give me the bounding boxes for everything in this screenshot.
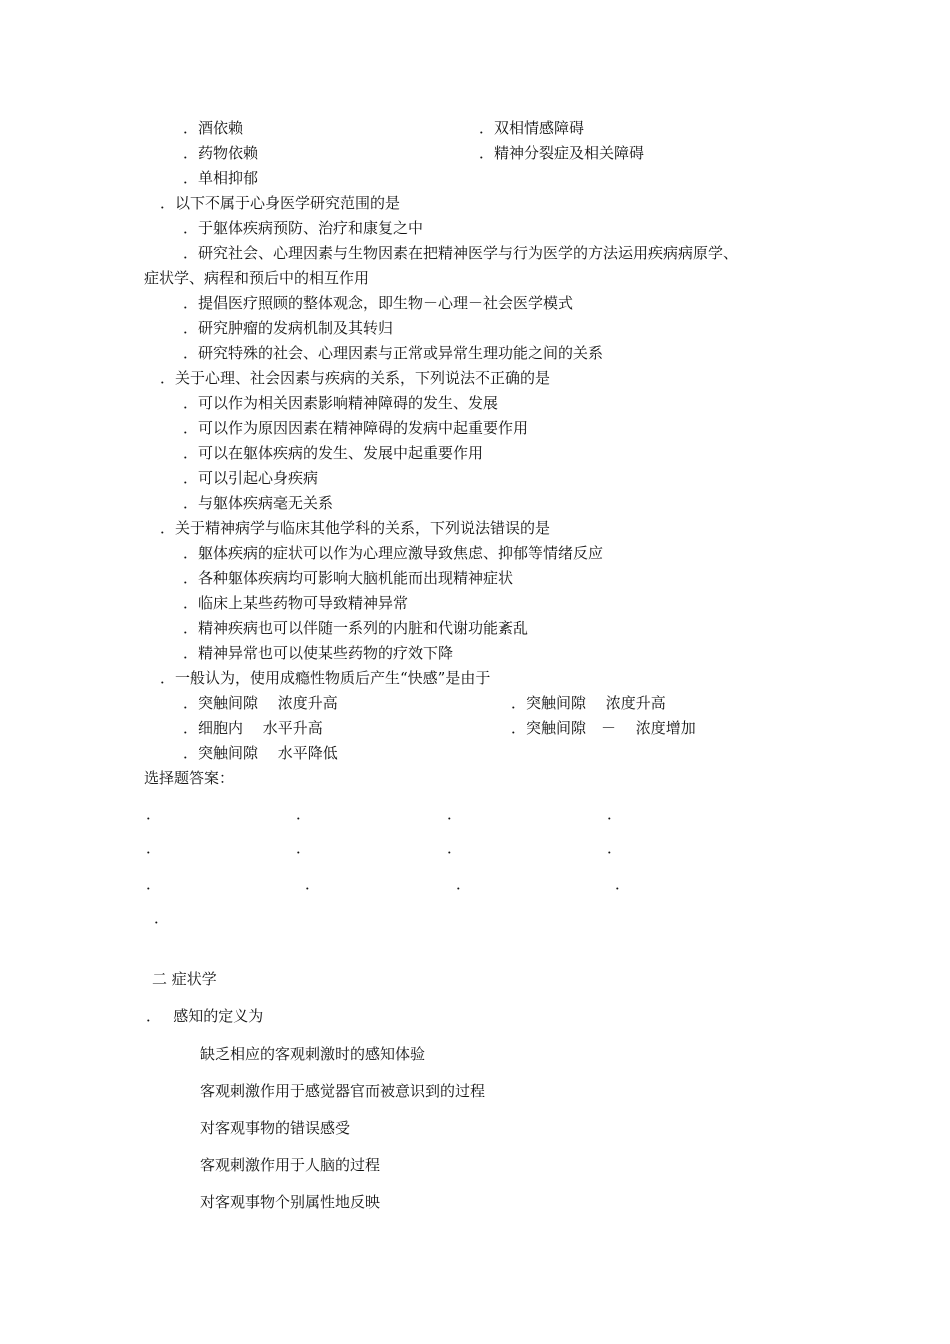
option-text: ．各种躯体疾病均可影响大脑机能而出现精神症状 [183, 569, 514, 587]
answer-dot: ． [146, 875, 162, 893]
option-text: ．研究肿瘤的发病机制及其转归 [183, 319, 394, 337]
option-text-continued: 症状学、病程和预后中的相互作用 [144, 269, 370, 287]
question-stem: ．一般认为，使用成瘾性物质后产生“快感”是由于 [160, 669, 491, 687]
option-text: ．精神疾病也可以伴随一系列的内脏和代谢功能紊乱 [183, 619, 529, 637]
answer-dot: ． [447, 839, 463, 857]
answer-dot: ． [296, 805, 312, 823]
answer-dot: ． [146, 839, 162, 857]
option-text: ．与躯体疾病毫无关系 [183, 494, 334, 512]
option-text: ．双相情感障碍 [479, 119, 585, 137]
section-heading: 二 症状学 [152, 970, 217, 988]
question-stem: ． 感知的定义为 [146, 1007, 264, 1025]
option-text: ．研究社会、心理因素与生物因素在把精神医学与行为医学的方法运用疾病病原学、 [183, 244, 739, 262]
option-text: 对客观事物个别属性地反映 [200, 1193, 381, 1211]
answer-dot: ． [305, 875, 321, 893]
answer-dot: ． [447, 805, 463, 823]
question-stem: ．关于精神病学与临床其他学科的关系，下列说法错误的是 [160, 519, 551, 537]
option-text: 对客观事物的错误感受 [200, 1119, 351, 1137]
question-stem: ．关于心理、社会因素与疾病的关系，下列说法不正确的是 [160, 369, 551, 387]
option-text: ．突触间隙 浓度升高 [511, 694, 666, 712]
answer-dot: ． [607, 839, 623, 857]
question-stem: ．以下不属于心身医学研究范围的是 [160, 194, 401, 212]
option-text: ．可以引起心身疾病 [183, 469, 319, 487]
option-text: ．可以作为原因因素在精神障碍的发病中起重要作用 [183, 419, 529, 437]
option-text: ．研究特殊的社会、心理因素与正常或异常生理功能之间的关系 [183, 344, 604, 362]
answers-heading: 选择题答案： [144, 769, 235, 787]
answer-dot: ． [296, 839, 312, 857]
option-text: 客观刺激作用于感觉器官而被意识到的过程 [200, 1082, 486, 1100]
option-text: ．突触间隙 水平降低 [183, 744, 338, 762]
answer-dot: ． [154, 909, 170, 927]
option-text: ．可以在躯体疾病的发生、发展中起重要作用 [183, 444, 484, 462]
option-text: ．可以作为相关因素影响精神障碍的发生、发展 [183, 394, 499, 412]
option-text: ．精神分裂症及相关障碍 [479, 144, 645, 162]
option-text: ．提倡医疗照顾的整体观念，即生物－心理－社会医学模式 [183, 294, 574, 312]
option-text: ．酒依赖 [183, 119, 244, 137]
option-text: ．突触间隙 浓度升高 [183, 694, 338, 712]
option-text: 客观刺激作用于人脑的过程 [200, 1156, 381, 1174]
option-text: ．突触间隙 － 浓度增加 [511, 719, 696, 737]
answer-dot: ． [607, 805, 623, 823]
option-text: ．临床上某些药物可导致精神异常 [183, 594, 409, 612]
answer-dot: ． [456, 875, 472, 893]
option-text: ．躯体疾病的症状可以作为心理应激导致焦虑、抑郁等情绪反应 [183, 544, 604, 562]
option-text: ．单相抑郁 [183, 169, 259, 187]
answer-dot: ． [146, 805, 162, 823]
option-text: ．细胞内 水平升高 [183, 719, 323, 737]
answer-dot: ． [615, 875, 631, 893]
option-text: ．精神异常也可以使某些药物的疗效下降 [183, 644, 454, 662]
option-text: ．药物依赖 [183, 144, 259, 162]
option-text: ．于躯体疾病预防、治疗和康复之中 [183, 219, 424, 237]
option-text: 缺乏相应的客观刺激时的感知体验 [200, 1045, 426, 1063]
